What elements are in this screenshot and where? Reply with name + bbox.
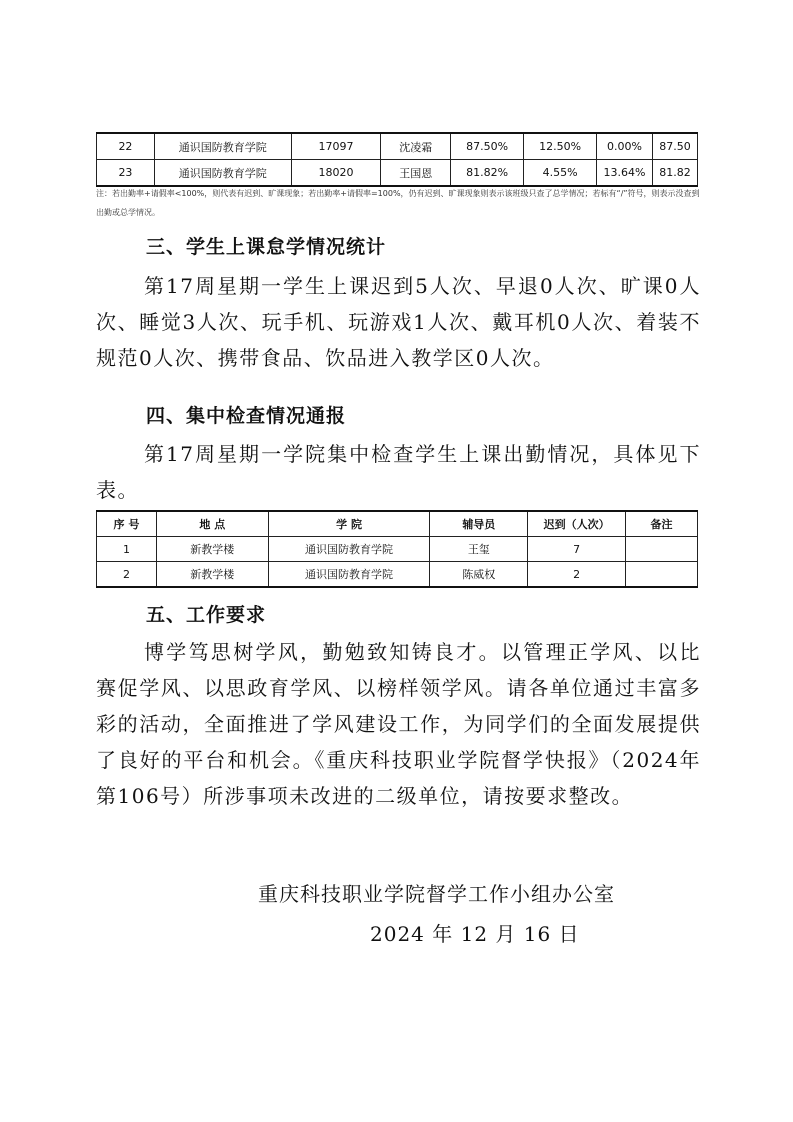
table-cell: 王玺 bbox=[430, 537, 528, 562]
table-row bbox=[97, 133, 698, 160]
table-header-row bbox=[97, 511, 698, 537]
table-row bbox=[97, 160, 698, 187]
table-cell: 7 bbox=[528, 537, 626, 562]
column-header: 辅导员 bbox=[430, 511, 528, 537]
table-cell: 王国恩 bbox=[381, 160, 451, 187]
table-cell: 81.82% bbox=[451, 160, 524, 187]
table-cell: 13.64% bbox=[597, 160, 653, 187]
column-header: 迟到（人次） bbox=[528, 511, 626, 537]
table-cell: 87.50 bbox=[652, 133, 697, 160]
column-header: 备注 bbox=[626, 511, 698, 537]
table-cell: 2 bbox=[528, 562, 626, 588]
issuing-office: 重庆科技职业学院督学工作小组办公室 bbox=[258, 882, 615, 906]
table-note: 注：若出勤率+请假率<100%，则代表有迟到、旷课现象；若出勤率+请假率=100%，仍有迟到、旷课现象则表示该班级只查了总学情况；若标有“/”符号，则表示没查到出勤或总学情况。 bbox=[96, 189, 700, 217]
table-cell: 22 bbox=[97, 133, 155, 160]
table-cell: 新教学楼 bbox=[156, 562, 268, 588]
table-cell: 12.50% bbox=[524, 133, 597, 160]
table-cell: 通识国防教育学院 bbox=[154, 133, 291, 160]
table-cell: 陈威权 bbox=[430, 562, 528, 588]
table-cell: 17097 bbox=[291, 133, 381, 160]
table-cell: 通识国防教育学院 bbox=[268, 537, 430, 562]
table-cell: 87.50% bbox=[451, 133, 524, 160]
section-paragraph: 第17周星期一学院集中检查学生上课出勤情况，具体见下表。 bbox=[96, 442, 701, 502]
table-cell: 4.55% bbox=[524, 160, 597, 187]
table-row bbox=[97, 562, 698, 588]
table-row bbox=[97, 537, 698, 562]
column-header: 学 院 bbox=[268, 511, 430, 537]
column-header: 序 号 bbox=[97, 511, 157, 537]
inspection-table bbox=[96, 510, 698, 588]
section-paragraph: 博学笃思树学风，勤勉致知铸良才。以管理正学风、以比赛促学风、以思政育学风、以榜样领学风。请各单位通过丰富多彩的活动，全面推进了学风建设工作，为同学们的全面发展提供了良好的平台和机会。《重庆科技职业学院督学快报》（2024年第106号）所涉事项未改进的二级单位，请按要求整改。 bbox=[96, 640, 701, 808]
table-cell: 2 bbox=[97, 562, 157, 588]
table-cell bbox=[626, 537, 698, 562]
attendance-table bbox=[96, 132, 698, 187]
table-cell: 23 bbox=[97, 160, 155, 187]
issue-date: 2024 年 12 月 16 日 bbox=[370, 922, 580, 946]
section-paragraph: 第17周星期一学生上课迟到5人次、早退0人次、旷课0人次、睡觉3人次、玩手机、玩游戏1人次、戴耳机0人次、着装不规范0人次、携带食品、饮品进入教学区0人次。 bbox=[96, 274, 701, 370]
table-cell bbox=[626, 562, 698, 588]
table-cell: 通识国防教育学院 bbox=[154, 160, 291, 187]
section-heading: 三、学生上课怠学情况统计 bbox=[146, 236, 387, 258]
table-cell: 通识国防教育学院 bbox=[268, 562, 430, 588]
table-cell: 沈凌霜 bbox=[381, 133, 451, 160]
section-heading: 五、工作要求 bbox=[146, 604, 267, 626]
table-cell: 1 bbox=[97, 537, 157, 562]
column-header: 地 点 bbox=[156, 511, 268, 537]
table-cell: 81.82 bbox=[652, 160, 697, 187]
table-cell: 18020 bbox=[291, 160, 381, 187]
section-heading: 四、集中检查情况通报 bbox=[146, 405, 347, 427]
table-cell: 新教学楼 bbox=[156, 537, 268, 562]
table-cell: 0.00% bbox=[597, 133, 653, 160]
